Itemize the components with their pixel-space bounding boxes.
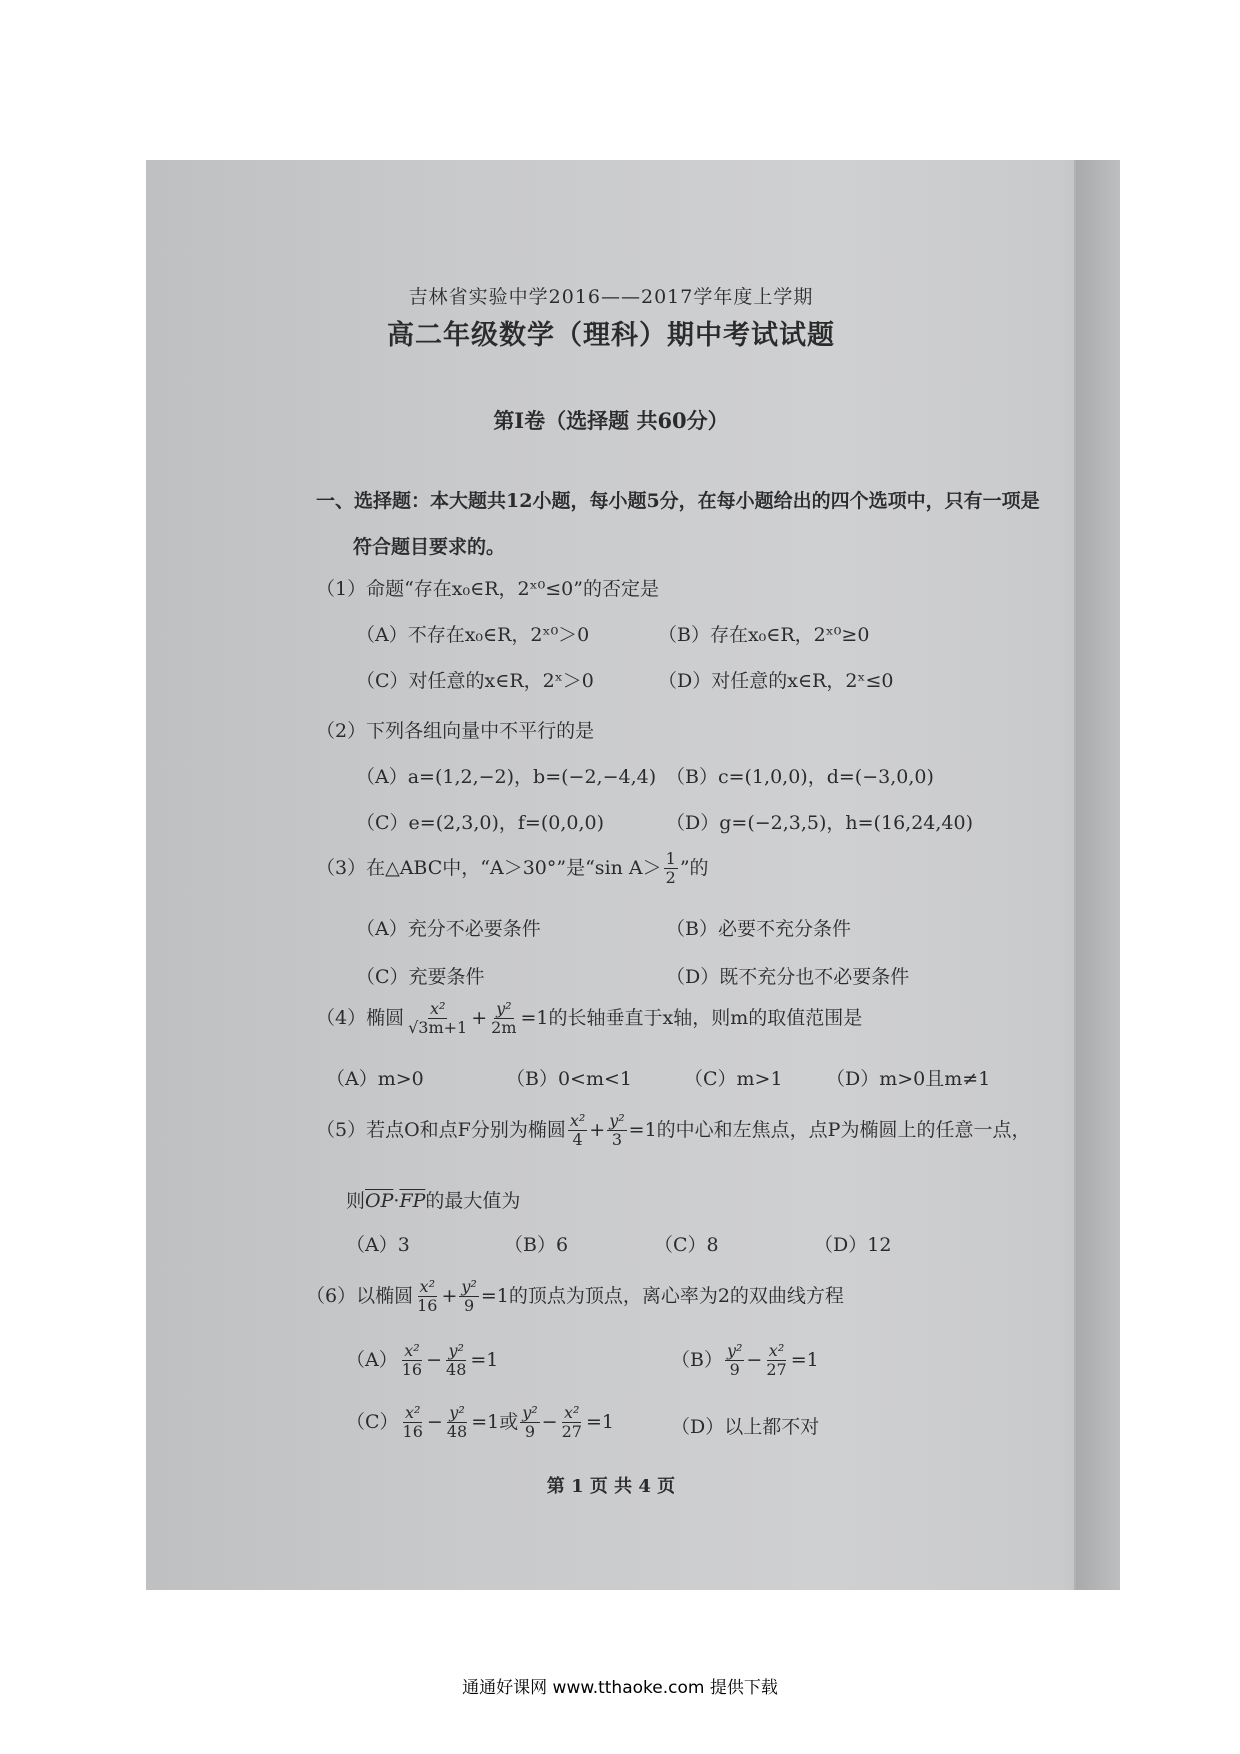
q6-b-eq: =1 bbox=[790, 1348, 819, 1371]
q6-c-mid: =1或 bbox=[471, 1410, 519, 1433]
q3-option-b: （B）必要不充分条件 bbox=[666, 918, 851, 940]
q6-b-den-2: 27 bbox=[766, 1360, 787, 1380]
q3-stem bbox=[316, 850, 709, 888]
q5-line2-post: 的最大值为 bbox=[425, 1190, 521, 1212]
q6-c-frac-2 bbox=[445, 1404, 469, 1442]
q6-fraction-1 bbox=[415, 1278, 439, 1316]
q6-c-num-2: y² bbox=[449, 1403, 465, 1422]
q6-b-minus: − bbox=[746, 1348, 763, 1371]
q4-frac2-den: 2m bbox=[491, 1018, 517, 1038]
q4-option-a: （A）m>0 bbox=[326, 1068, 424, 1090]
q6-option-d: （D）以上都不对 bbox=[671, 1416, 820, 1438]
q4-option-b: （B）0<m<1 bbox=[506, 1068, 632, 1090]
q5-frac1-den: 4 bbox=[572, 1130, 583, 1150]
q6-b-label: （B） bbox=[671, 1348, 723, 1371]
q5-option-b: （B）6 bbox=[504, 1234, 569, 1256]
school-heading: 吉林省实验中学2016——2017学年度上学期 bbox=[408, 286, 814, 308]
q5-line2-pre: 则 bbox=[346, 1190, 366, 1212]
q4-fraction-1 bbox=[406, 1000, 469, 1038]
q2-option-c: （C）e=(2,3,0)，f=(0,0,0) bbox=[356, 812, 604, 834]
q2-option-b: （B）c=(1,0,0)，d=(−3,0,0) bbox=[666, 766, 934, 788]
q6-c-den-3: 9 bbox=[524, 1422, 536, 1442]
q3-option-d: （D）既不充分也不必要条件 bbox=[666, 966, 910, 988]
q5-fraction-1 bbox=[568, 1112, 587, 1150]
q5-plus: + bbox=[589, 1118, 606, 1141]
q6-b-frac-2 bbox=[764, 1342, 788, 1380]
q6-a-frac-2 bbox=[444, 1342, 468, 1380]
q6-b-den-1: 9 bbox=[729, 1360, 740, 1380]
q6-a-label: （A） bbox=[346, 1348, 398, 1371]
q2-stem: （2）下列各组向量中不平行的是 bbox=[316, 720, 595, 742]
q5-stem-pre: （5）若点O和点F分别为椭圆 bbox=[316, 1118, 566, 1141]
q4-stem-pre: （4）椭圆 bbox=[316, 1006, 405, 1029]
instructions-line-2: 符合题目要求的。 bbox=[353, 536, 506, 558]
q6-frac2-num: y² bbox=[461, 1277, 477, 1296]
q6-option-b bbox=[671, 1342, 819, 1380]
q4-stem-post: =1的长轴垂直于x轴，则m的取值范围是 bbox=[520, 1006, 863, 1029]
q5-option-d: （D）12 bbox=[814, 1234, 892, 1256]
q6-c-num-3: y² bbox=[522, 1403, 538, 1422]
q4-frac1-num: x² bbox=[429, 999, 446, 1018]
q6-c-den-4: 27 bbox=[561, 1422, 582, 1442]
q6-a-frac-1 bbox=[400, 1342, 424, 1380]
q2-option-d: （D）g=(−2,3,5)，h=(16,24,40) bbox=[666, 812, 973, 834]
q6-frac2-den: 9 bbox=[464, 1296, 475, 1316]
q1-option-b: （B）存在x₀∈R，2ˣ⁰≥0 bbox=[658, 624, 870, 646]
q6-option-a bbox=[346, 1342, 498, 1380]
q3-stem-pre: （3）在△ABC中，“A＞30°”是“sin A＞ bbox=[316, 856, 662, 879]
q1-option-d: （D）对任意的x∈R，2ˣ≤0 bbox=[658, 670, 894, 692]
q5-stem-line-2 bbox=[346, 1190, 520, 1213]
q6-a-num-2: y² bbox=[448, 1341, 464, 1360]
page-edge-shadow bbox=[1076, 160, 1120, 1590]
q6-c-frac-1 bbox=[401, 1404, 425, 1442]
q4-option-c: （C）m>1 bbox=[684, 1068, 783, 1090]
q6-c-frac-4 bbox=[560, 1404, 584, 1442]
q6-c-num-1: x² bbox=[405, 1403, 421, 1422]
q6-c-frac-3 bbox=[520, 1404, 539, 1442]
q6-b-frac-1 bbox=[725, 1342, 744, 1380]
q5-stem-post: =1的中心和左焦点，点P为椭圆上的任意一点， bbox=[628, 1118, 1031, 1141]
scanned-exam-photo bbox=[146, 160, 1120, 1590]
q4-frac2-num: y² bbox=[496, 999, 512, 1018]
q1-option-c: （C）对任意的x∈R，2ˣ＞0 bbox=[356, 670, 594, 692]
q5-stem bbox=[316, 1112, 1030, 1150]
q3-frac-num: 1 bbox=[665, 849, 676, 868]
q4-option-d: （D）m>0且m≠1 bbox=[826, 1068, 991, 1090]
q6-frac1-den: 16 bbox=[417, 1296, 438, 1316]
q5-option-a: （A）3 bbox=[346, 1234, 410, 1256]
q5-vector-fp: $\overline{FP}$ bbox=[399, 1190, 426, 1212]
q5-dot: · bbox=[393, 1190, 400, 1212]
q6-a-den-1: 16 bbox=[401, 1360, 423, 1380]
q6-stem-pre: （6）以椭圆 bbox=[306, 1284, 414, 1307]
q6-option-c bbox=[346, 1404, 614, 1442]
q6-stem bbox=[306, 1278, 844, 1316]
q6-fraction-2 bbox=[459, 1278, 478, 1316]
instructions-line-1: 一、选择题：本大题共12小题，每小题5分，在每小题给出的四个选项中，只有一项是 bbox=[316, 490, 1040, 512]
q2-option-a: （A）a=(1,2,−2)，b=(−2,−4,4) bbox=[356, 766, 657, 788]
q3-option-a: （A）充分不必要条件 bbox=[356, 918, 541, 940]
q5-frac2-num: y² bbox=[609, 1111, 625, 1130]
q6-plus: + bbox=[441, 1284, 458, 1307]
q6-c-num-4: x² bbox=[564, 1403, 580, 1422]
q3-stem-post: ”的 bbox=[679, 856, 709, 879]
q4-fraction-2 bbox=[489, 1000, 518, 1038]
q5-frac1-num: x² bbox=[569, 1111, 586, 1130]
q3-fraction bbox=[664, 850, 678, 888]
q6-c-den-2: 48 bbox=[446, 1422, 468, 1442]
q1-stem: （1）命题“存在x₀∈R，2ˣ⁰≤0”的否定是 bbox=[316, 578, 659, 600]
q3-option-c: （C）充要条件 bbox=[356, 966, 485, 988]
q1-option-a: （A）不存在x₀∈R，2ˣ⁰＞0 bbox=[356, 624, 590, 646]
q6-c-den-1: 16 bbox=[402, 1422, 423, 1442]
q6-a-den-2: 48 bbox=[446, 1360, 467, 1380]
q4-plus: + bbox=[471, 1006, 488, 1029]
q6-frac1-num: x² bbox=[419, 1277, 435, 1296]
q5-frac2-den: 3 bbox=[611, 1130, 623, 1150]
q5-fraction-2 bbox=[607, 1112, 626, 1150]
q6-a-minus: − bbox=[426, 1348, 443, 1371]
q6-c-eq: =1 bbox=[585, 1410, 614, 1433]
q5-option-c: （C）8 bbox=[654, 1234, 719, 1256]
page-fold-line bbox=[1074, 160, 1076, 1590]
q4-frac1-den: √3m+1 bbox=[408, 1018, 468, 1038]
q6-c-minus: − bbox=[426, 1410, 443, 1433]
page-number: 第 1 页 共 4 页 bbox=[546, 1476, 676, 1497]
q6-a-num-1: x² bbox=[404, 1341, 420, 1360]
q5-vector-op: $\overline{OP}$ bbox=[365, 1190, 394, 1212]
download-note: 通通好课网 www.tthaoke.com 提供下载 bbox=[462, 1678, 778, 1698]
exam-title: 高二年级数学（理科）期中考试试题 bbox=[387, 320, 835, 351]
q6-a-eq: =1 bbox=[470, 1348, 499, 1371]
q6-stem-post: =1的顶点为顶点，离心率为2的双曲线方程 bbox=[480, 1284, 844, 1307]
q6-c-minus-2: − bbox=[541, 1410, 558, 1433]
q6-b-num-2: x² bbox=[768, 1341, 785, 1360]
q6-c-label: （C） bbox=[346, 1410, 399, 1433]
q6-b-num-1: y² bbox=[726, 1341, 743, 1360]
q3-frac-den: 2 bbox=[665, 868, 676, 888]
section-heading: 第Ⅰ卷（选择题 共60分） bbox=[493, 408, 729, 433]
q4-stem bbox=[316, 1000, 862, 1038]
